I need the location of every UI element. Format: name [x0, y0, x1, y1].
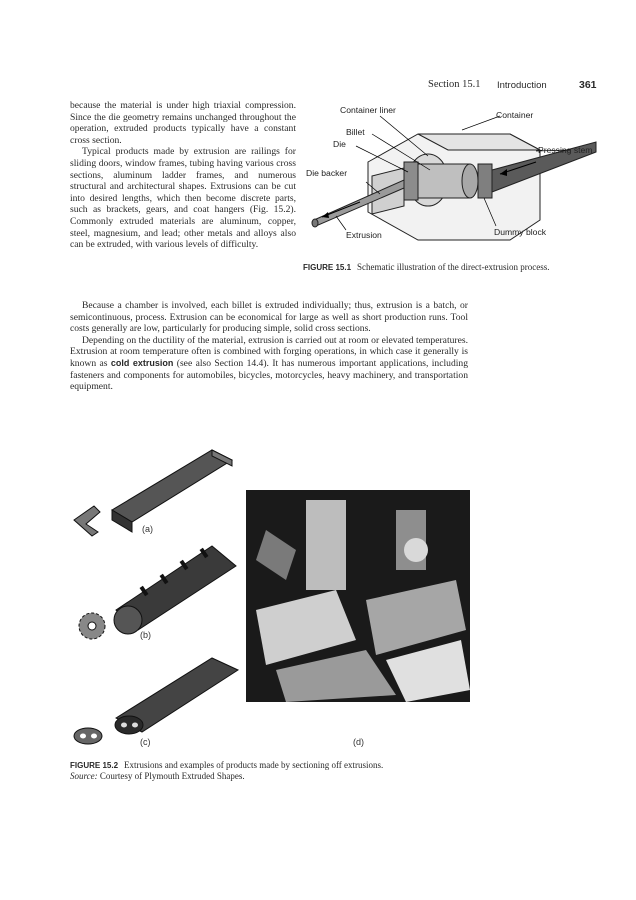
link-hole — [80, 734, 86, 739]
left-column-text — [70, 100, 296, 251]
paragraph-4 — [70, 335, 468, 393]
dummy-block — [478, 164, 492, 198]
figure-15-1-caption-text: Schematic illustration of the direct-extrusion process. — [357, 262, 550, 272]
label-dummy-block: Dummy block — [494, 227, 547, 237]
sublabel-d: (d) — [353, 737, 364, 747]
direct-extrusion-diagram — [300, 102, 600, 260]
figure-15-2-caption-text: Extrusions and examples of products made by sectioning off extrusions. — [124, 760, 384, 770]
billet-end — [462, 164, 478, 198]
sublabel-c: (c) — [140, 737, 151, 747]
sublabel-a: (a) — [142, 524, 153, 534]
product-disc — [404, 538, 428, 562]
paragraph-4-end: (see also Section 14.4). It has numerous important applications, including fasteners and components for automobiles, bicycles, motorcycles, heavy machinery, and transportation equipment. — [70, 357, 469, 393]
figure-15-2-caption — [70, 760, 540, 782]
tube-hole — [121, 723, 127, 728]
paragraph-4-start: Depending on the ductility of the material, extrusion is carried out at room or elevated temperatures. Extrusion at room temperature often is combined with forging operations, in which case it generally is known as — [70, 334, 468, 369]
extrusion-end — [312, 219, 318, 227]
figure-15-2-source — [70, 771, 540, 782]
figure-15-1-caption — [303, 262, 603, 273]
label-billet: Billet — [346, 127, 365, 137]
term-cold-extrusion: cold extrusion — [110, 357, 174, 368]
sublabel-b: (b) — [140, 630, 151, 640]
extrusion-arrowhead — [322, 212, 329, 218]
tube-extrusion-end — [115, 716, 143, 734]
source-text: Courtesy of Plymouth Extruded Shapes. — [99, 771, 245, 781]
gear-extrusion-end — [114, 606, 142, 634]
extrusion-a-illustration — [72, 440, 242, 540]
leader-container — [462, 116, 500, 130]
page-number: 361 — [579, 79, 597, 91]
die — [404, 162, 418, 200]
link-hole — [91, 734, 97, 739]
rail-extrusion — [112, 450, 232, 522]
paragraph-1: because the material is under high triaxial compression. Since the die geometry remains unchanged throughout the operation, extruded products typically have a constant cross section. — [70, 100, 296, 146]
leader-extrusion — [336, 216, 346, 230]
label-container: Container — [496, 110, 534, 120]
extrusion-c-illustration — [72, 652, 242, 752]
label-die: Die — [333, 139, 346, 149]
gear-part-hole — [88, 622, 96, 630]
running-header-section: Section 15.1 — [428, 79, 481, 90]
label-die-backer: Die backer — [306, 168, 348, 178]
link-part — [74, 728, 102, 744]
figure-15-1-label: FIGURE 15.1 — [303, 263, 352, 272]
extrusion-b-illustration — [72, 538, 242, 648]
product-block — [306, 500, 346, 590]
tube-hole — [132, 723, 138, 728]
running-header-title: Introduction — [497, 80, 547, 91]
label-pressing-stem: Pressing stem — [538, 145, 593, 155]
full-width-text — [70, 300, 468, 393]
paragraph-2: Typical products made by extrusion are railings for sliding doors, window frames, tubing having various cross sections, aluminum ladder frames, and numerous structural and architectural shapes. Extrusions can be cut into desired lengths, which then become discrete parts, such as brackets, gears, and coat hangers (Fig. 15.2). Commonly extruded materials are aluminum, copper, steel, magnesium, and lead; other metals and alloys also can be extruded, with various levels of difficulty. — [70, 146, 296, 251]
label-container-liner: Container liner — [340, 105, 396, 115]
figure-15-2-label: FIGURE 15.2 — [70, 761, 119, 770]
extruded-products-photo — [246, 490, 470, 702]
figure-15-2-caption-line — [70, 760, 540, 771]
bracket-part — [74, 506, 100, 536]
label-extrusion: Extrusion — [346, 230, 382, 240]
source-label: Source: — [70, 771, 98, 781]
paragraph-3: Because a chamber is involved, each billet is extruded individually; thus, extrusion is a batch, or semicontinuous, process. Extrusion can be economical for large as well as short production runs. Tool costs generally are low, particularly for producing simple, solid cross sections. — [70, 300, 468, 335]
